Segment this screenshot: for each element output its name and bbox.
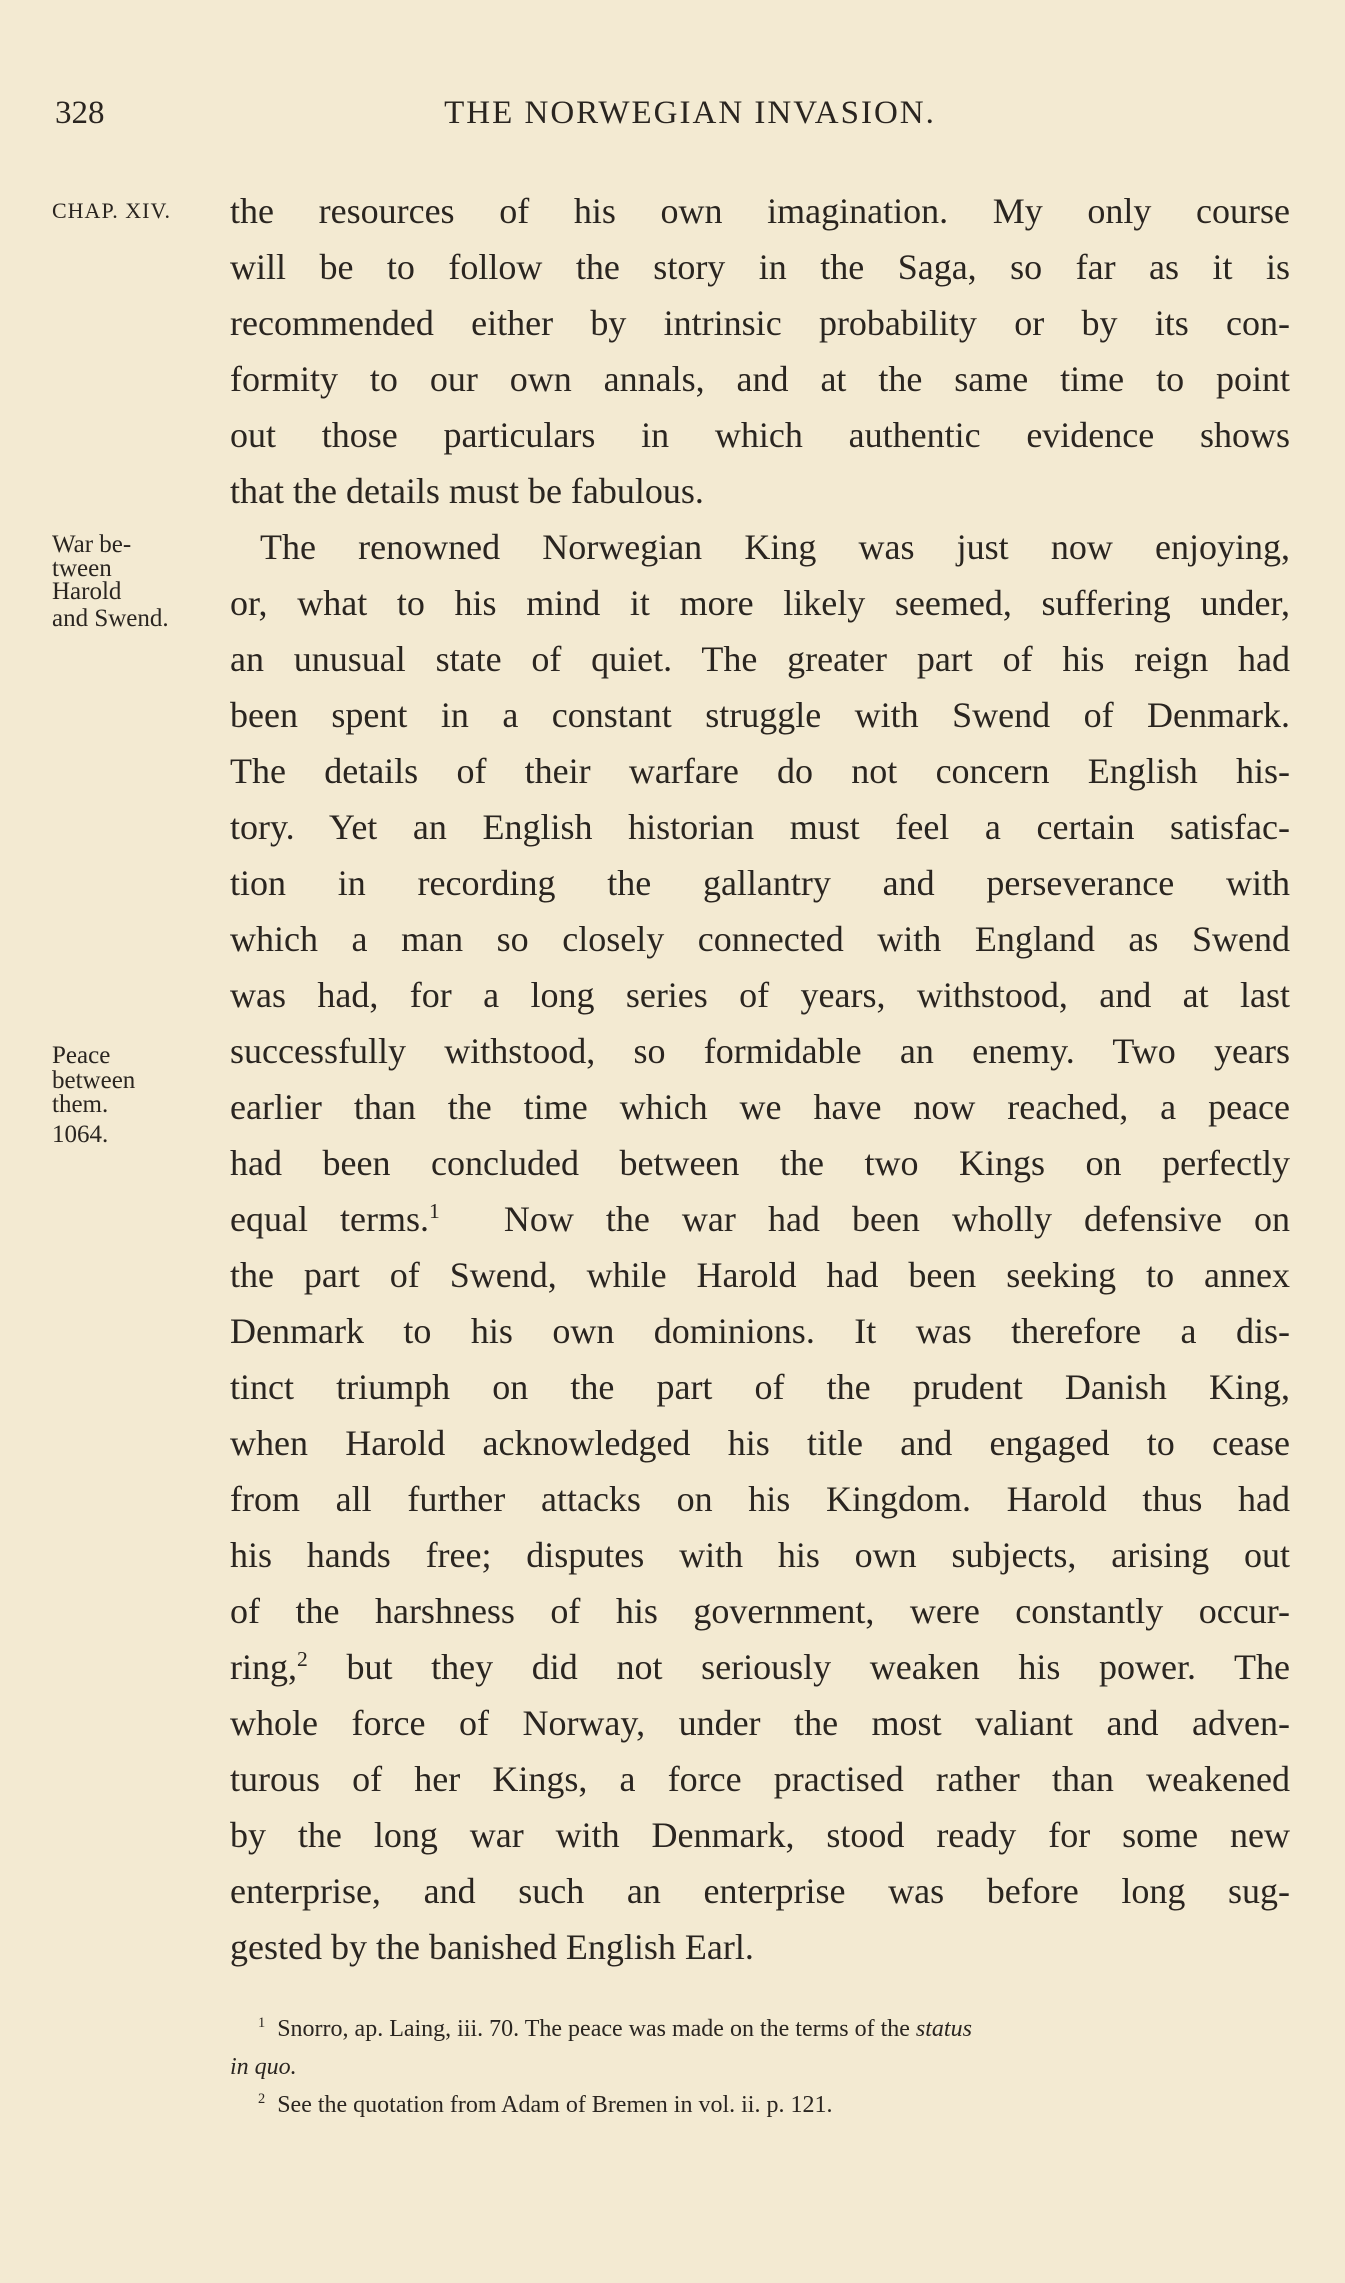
- text-line: whole force of Norway, under the most valiant and adven-: [230, 1703, 1290, 1743]
- text-line: been spent in a constant struggle with Swend of Denmark.: [230, 695, 1290, 735]
- running-title: THE NORWEGIAN INVASION.: [444, 95, 936, 131]
- text-line: the resources of his own imagination. My only course: [230, 191, 1290, 231]
- text-fragment: Now the war had been wholly defensive on: [503, 1199, 1290, 1239]
- text-line: will be to follow the story in the Saga, so far as it is: [230, 247, 1290, 287]
- text-line: had been concluded between the two Kings on perfectly: [230, 1143, 1290, 1183]
- text-line: gested by the banished English Earl.: [230, 1927, 754, 1967]
- text-line: tory. Yet an English historian must feel a certain satisfac-: [230, 807, 1290, 847]
- text-line: enterprise, and such an enterprise was before long sug-: [230, 1871, 1290, 1911]
- text-line: his hands free; disputes with his own subjects, arising out: [230, 1535, 1290, 1575]
- text-line: was had, for a long series of years, withstood, and at last: [230, 975, 1290, 1015]
- text-line: tion in recording the gallantry and perseverance with: [230, 863, 1290, 903]
- text-line: from all further attacks on his Kingdom. Harold thus had: [230, 1479, 1290, 1519]
- margin-note-line: Harold: [52, 578, 122, 605]
- text-line: when Harold acknowledged his title and engaged to cease: [230, 1423, 1290, 1463]
- text-line: successfully withstood, so formidable an enemy. Two years: [230, 1031, 1290, 1071]
- text-line: out those particulars in which authentic evidence shows: [230, 415, 1290, 455]
- footnote-ref-2[interactable]: 2: [297, 1647, 308, 1671]
- text-fragment: equal terms.: [230, 1199, 429, 1239]
- footnote-mark: 1: [258, 2015, 266, 2031]
- footnote-mark: 2: [258, 2091, 266, 2107]
- margin-note-line: and Swend.: [52, 605, 169, 632]
- margin-note-line: Peace: [52, 1042, 111, 1069]
- text-line: [230, 1639, 1290, 1695]
- margin-note-line: tween: [52, 555, 112, 582]
- footnote-italic: status: [915, 2016, 972, 2042]
- text-fragment: ring,: [230, 1647, 297, 1687]
- text-line: recommended either by intrinsic probability or by its con-: [230, 303, 1290, 343]
- text-line: turous of her Kings, a force practised rather than weakened: [230, 1759, 1290, 1799]
- text-line: of the harshness of his government, were constantly occur-: [230, 1591, 1290, 1631]
- text-line: or, what to his mind it more likely seemed, suffering under,: [230, 583, 1290, 623]
- text-line: [230, 1191, 1290, 1247]
- footnote-text: Snorro, ap. Laing, iii. 70. The peace was made on the terms of the: [277, 2016, 910, 2042]
- page-header: [55, 95, 1285, 145]
- text-line: formity to our own annals, and at the same time to point: [230, 359, 1290, 399]
- margin-note-line: between: [52, 1067, 136, 1094]
- margin-note-line: them.: [52, 1091, 109, 1118]
- margin-note-line: 1064.: [52, 1121, 109, 1148]
- text-line: which a man so closely connected with England as Swend: [230, 919, 1290, 959]
- text-line: the part of Swend, while Harold had been seeking to annex: [230, 1255, 1290, 1295]
- footnote-ref-1[interactable]: 1: [428, 1199, 440, 1223]
- footnote-1-continued: in quo.: [230, 2054, 297, 2080]
- text-line: earlier than the time which we have now reached, a peace: [230, 1087, 1290, 1127]
- margin-note-line: War be-: [52, 531, 132, 558]
- text-line: Denmark to his own dominions. It was therefore a dis-: [230, 1311, 1290, 1351]
- footnote-2: [230, 2086, 1290, 2124]
- footnotes: [230, 2010, 1290, 2124]
- text-line: by the long war with Denmark, stood ready for some new: [230, 1815, 1290, 1855]
- footnote-text: See the quotation from Adam of Bremen in vol. ii. p. 121.: [277, 2092, 833, 2118]
- footnote-1: [230, 2010, 1290, 2048]
- body-text: [230, 183, 1290, 1975]
- margin-note-war: [52, 532, 169, 634]
- margin-note-peace: [52, 1043, 135, 1153]
- text-line: The renowned Norwegian King was just now enjoying,: [260, 527, 1290, 567]
- text-line: The details of their warfare do not concern English his-: [230, 751, 1290, 791]
- text-line: that the details must be fabulous.: [230, 471, 704, 511]
- page-number: 328: [55, 95, 105, 131]
- text-line: an unusual state of quiet. The greater part of his reign had: [230, 639, 1290, 679]
- text-line: tinct triumph on the part of the prudent Danish King,: [230, 1367, 1290, 1407]
- text-fragment: but they did not seriously weaken his power. The: [346, 1647, 1291, 1687]
- chapter-marker: CHAP. XIV.: [52, 198, 172, 223]
